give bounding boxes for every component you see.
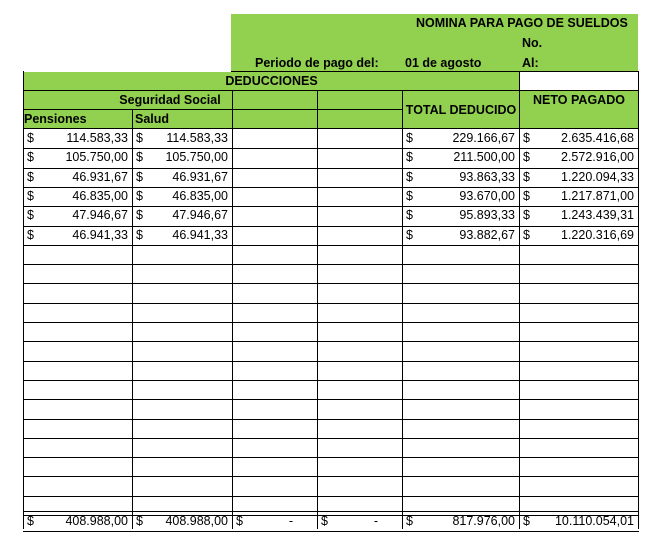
total-deducido-cell — [402, 148, 519, 167]
neto-pagado-cell — [519, 148, 638, 167]
amount-value: 46.941,33 — [72, 228, 128, 242]
salud-cell — [132, 168, 232, 187]
currency-symbol: $ — [27, 150, 34, 164]
row-rule — [23, 341, 639, 342]
total-deducido-cell — [402, 206, 519, 225]
row-rule — [23, 264, 639, 265]
deducciones-rule — [23, 90, 639, 91]
total-deducido-heading: TOTAL DEDUCIDO — [405, 103, 517, 117]
currency-symbol: $ — [406, 514, 413, 528]
amount-value: 105.750,00 — [65, 150, 128, 164]
amount-value: - — [288, 514, 293, 528]
amount-value: 408.988,00 — [165, 514, 228, 528]
currency-symbol: $ — [27, 170, 34, 184]
total-deducido-total-cell — [402, 512, 519, 531]
row-rule — [23, 399, 639, 400]
neto-pagado-heading: NETO PAGADO — [533, 93, 625, 107]
grid-border-right — [638, 71, 639, 529]
currency-symbol: $ — [523, 228, 530, 242]
total-deducido-cell — [402, 168, 519, 187]
currency-symbol: $ — [406, 189, 413, 203]
amount-value: 95.893,33 — [459, 208, 515, 222]
currency-symbol: $ — [27, 514, 34, 528]
currency-symbol: $ — [406, 208, 413, 222]
currency-symbol: $ — [523, 150, 530, 164]
currency-symbol: $ — [406, 150, 413, 164]
row-rule — [23, 380, 639, 381]
total-deducido-cell — [402, 226, 519, 245]
currency-symbol: $ — [136, 228, 143, 242]
salud-cell — [132, 129, 232, 148]
amount-value: 114.583,33 — [166, 131, 228, 145]
amount-value: 229.166,67 — [452, 131, 515, 145]
amount-value: 47.946,67 — [172, 208, 228, 222]
neto-pagado-cell — [519, 168, 638, 187]
amount-value: 47.946,67 — [72, 208, 128, 222]
currency-symbol: $ — [523, 208, 530, 222]
row-rule — [23, 361, 639, 362]
salud-cell — [132, 226, 232, 245]
salud-total-cell — [132, 512, 232, 531]
currency-symbol: $ — [136, 189, 143, 203]
neto-pagado-cell — [519, 129, 638, 148]
currency-symbol: $ — [523, 131, 530, 145]
salud-heading: Salud — [135, 112, 170, 126]
amount-value: 93.670,00 — [459, 189, 515, 203]
period-value: 01 de agosto — [405, 56, 482, 70]
currency-symbol: $ — [136, 150, 143, 164]
neto-pagado-cell — [519, 187, 638, 206]
currency-symbol: $ — [27, 228, 34, 242]
pensiones-heading: Pensiones — [24, 112, 87, 126]
seguridad-social-heading: Seguridad Social — [119, 93, 221, 107]
amount-value: 46.835,00 — [172, 189, 228, 203]
amount-value: 1.217.871,00 — [561, 189, 634, 203]
grid-border-bottom — [23, 531, 639, 532]
row-rule — [23, 322, 639, 323]
neto-pagado-cell — [519, 206, 638, 225]
pensiones-cell — [23, 148, 132, 167]
amount-value: 1.243.439,31 — [561, 208, 634, 222]
page-title: NOMINA PARA PAGO DE SUELDOS — [416, 16, 628, 30]
amount-value: 93.863,33 — [459, 170, 515, 184]
row-rule — [23, 303, 639, 304]
period-label: Periodo de pago del: — [255, 56, 379, 70]
currency-symbol: $ — [523, 189, 530, 203]
pensiones-cell — [23, 206, 132, 225]
total-deducido-cell — [402, 187, 519, 206]
amount-value: 46.931,67 — [72, 170, 128, 184]
al-label: Al: — [522, 56, 539, 70]
row-rule — [23, 457, 639, 458]
deduccion-3-total-cell — [232, 512, 317, 531]
currency-symbol: $ — [136, 170, 143, 184]
neto-pagado-total-cell — [519, 512, 638, 531]
amount-value: - — [373, 514, 378, 528]
amount-value: 46.835,00 — [72, 189, 128, 203]
row-rule — [23, 476, 639, 477]
currency-symbol: $ — [523, 170, 530, 184]
amount-value: 105.750,00 — [165, 150, 228, 164]
deduccion-4-total-cell — [317, 512, 402, 531]
total-deducido-cell — [402, 129, 519, 148]
amount-value: 10.110.054,01 — [554, 514, 634, 528]
amount-value: 2.635.416,68 — [561, 131, 634, 145]
row-rule — [23, 245, 639, 246]
header-rule — [231, 71, 639, 72]
currency-symbol: $ — [321, 514, 328, 528]
currency-symbol: $ — [236, 514, 243, 528]
row-rule — [23, 283, 639, 284]
currency-symbol: $ — [406, 228, 413, 242]
pensiones-cell — [23, 129, 132, 148]
pensiones-cell — [23, 226, 132, 245]
currency-symbol: $ — [136, 514, 143, 528]
pensiones-total-cell — [23, 512, 132, 531]
amount-value: 1.220.316,69 — [561, 228, 634, 242]
row-rule — [23, 419, 639, 420]
currency-symbol: $ — [406, 131, 413, 145]
currency-symbol: $ — [406, 170, 413, 184]
currency-symbol: $ — [136, 208, 143, 222]
salud-cell — [132, 206, 232, 225]
currency-symbol: $ — [27, 189, 34, 203]
currency-symbol: $ — [136, 131, 143, 145]
amount-value: 2.572.916,00 — [561, 150, 634, 164]
number-label: No. — [522, 36, 543, 50]
currency-symbol: $ — [27, 208, 34, 222]
currency-symbol: $ — [27, 131, 34, 145]
amount-value: 46.931,67 — [172, 170, 228, 184]
salud-cell — [132, 187, 232, 206]
salud-cell — [132, 148, 232, 167]
grid-col-divider — [232, 90, 233, 529]
amount-value: 211.500,00 — [453, 150, 515, 164]
amount-value: 93.882,67 — [459, 228, 515, 242]
seguridad-rule — [23, 109, 403, 110]
amount-value: 408.988,00 — [65, 514, 128, 528]
pensiones-cell — [23, 168, 132, 187]
row-rule — [23, 496, 639, 497]
neto-pagado-cell — [519, 226, 638, 245]
currency-symbol: $ — [523, 514, 530, 528]
grid-col-divider — [317, 90, 318, 529]
amount-value: 46.941,33 — [172, 228, 228, 242]
amount-value: 1.220.094,33 — [561, 170, 634, 184]
pensiones-cell — [23, 187, 132, 206]
amount-value: 817.976,00 — [452, 514, 515, 528]
deducciones-heading: DEDUCCIONES — [225, 74, 318, 88]
amount-value: 114.583,33 — [66, 131, 128, 145]
row-rule — [23, 438, 639, 439]
